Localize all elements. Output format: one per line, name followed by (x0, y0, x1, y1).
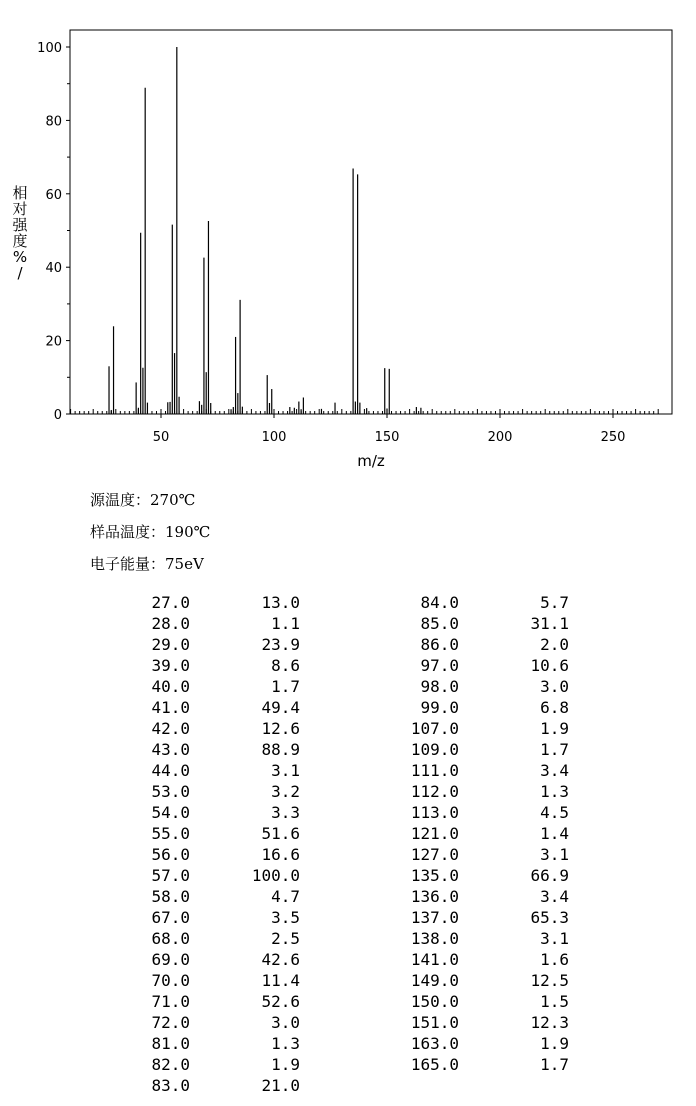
mass-spectrum-chart (0, 0, 696, 480)
peak-table-row (407, 1054, 569, 1075)
intensity-value: 1.6 (540, 950, 569, 969)
intensity-value: 1.3 (271, 1034, 300, 1053)
sample-temperature: 样品温度：190℃ (90, 523, 211, 541)
intensity-value: 12.6 (261, 719, 300, 738)
peak-table-right (407, 592, 569, 1075)
y-tick-label: 20 (45, 334, 62, 350)
intensity-value: 1.7 (540, 1055, 569, 1074)
mz-value: 43.0 (151, 740, 190, 759)
mz-value: 111.0 (410, 761, 459, 780)
intensity-value: 13.0 (261, 593, 300, 612)
peak-table-row (407, 844, 569, 865)
mz-value: 141.0 (410, 950, 459, 969)
intensity-value: 1.7 (540, 740, 569, 759)
peak-table-row (138, 1054, 300, 1075)
intensity-value: 52.6 (261, 992, 300, 1011)
intensity-value: 23.9 (261, 635, 300, 654)
peak-table-row (138, 844, 300, 865)
mz-value: 136.0 (410, 887, 459, 906)
mz-value: 67.0 (151, 908, 190, 927)
peak-table-row (138, 655, 300, 676)
intensity-value: 3.1 (271, 761, 300, 780)
mz-value: 28.0 (151, 614, 190, 633)
intensity-value: 3.1 (540, 929, 569, 948)
intensity-value: 2.5 (271, 929, 300, 948)
intensity-value: 66.9 (530, 866, 569, 885)
intensity-value: 12.3 (530, 1013, 569, 1032)
peak-bars (109, 47, 421, 414)
mz-value: 81.0 (151, 1034, 190, 1053)
peak-table-row (407, 928, 569, 949)
y-axis-title (12, 184, 28, 282)
y-axis-title-char: 度 (12, 232, 28, 250)
intensity-value: 21.0 (261, 1076, 300, 1095)
peak-table-row (138, 928, 300, 949)
y-axis-title-char: / (17, 264, 23, 282)
intensity-value: 31.1 (530, 614, 569, 633)
peak-table-row (138, 1033, 300, 1054)
intensity-value: 4.5 (540, 803, 569, 822)
intensity-value: 11.4 (261, 971, 300, 990)
mz-value: 27.0 (151, 593, 190, 612)
source-temperature: 源温度：270℃ (90, 491, 196, 509)
mz-value: 29.0 (151, 635, 190, 654)
mz-value: 135.0 (410, 866, 459, 885)
x-tick-label: 150 (374, 430, 400, 445)
mz-value: 56.0 (151, 845, 190, 864)
peak-table-row (407, 802, 569, 823)
peak-table-row (138, 739, 300, 760)
mz-value: 40.0 (151, 677, 190, 696)
intensity-value: 10.6 (530, 656, 569, 675)
peak-table-row (407, 1012, 569, 1033)
peak-table-row (138, 718, 300, 739)
mz-value: 109.0 (410, 740, 459, 759)
intensity-value: 100.0 (251, 866, 300, 885)
peak-table-row (138, 613, 300, 634)
mz-value: 113.0 (410, 803, 459, 822)
measurement-conditions (90, 484, 210, 580)
peak-table-row (138, 802, 300, 823)
peak-table-row (138, 970, 300, 991)
mz-value: 39.0 (151, 656, 190, 675)
intensity-value: 5.7 (540, 593, 569, 612)
y-tick-label: 80 (45, 114, 62, 130)
peak-table-row (138, 781, 300, 802)
peak-table-row (407, 718, 569, 739)
mz-value: 112.0 (410, 782, 459, 801)
peak-table-row (407, 592, 569, 613)
mz-value: 121.0 (410, 824, 459, 843)
mz-value: 41.0 (151, 698, 190, 717)
peak-table-row (407, 907, 569, 928)
intensity-value: 2.0 (540, 635, 569, 654)
mz-value: 97.0 (420, 656, 459, 675)
intensity-value: 3.5 (271, 908, 300, 927)
x-tick-label: 50 (152, 430, 170, 445)
peak-table-row (407, 991, 569, 1012)
mz-value: 42.0 (151, 719, 190, 738)
mz-value: 127.0 (410, 845, 459, 864)
intensity-value: 1.7 (271, 677, 300, 696)
mz-value: 149.0 (410, 971, 459, 990)
intensity-value: 3.4 (540, 887, 569, 906)
peak-table-row (407, 760, 569, 781)
mz-value: 68.0 (151, 929, 190, 948)
peak-table-row (407, 613, 569, 634)
mz-value: 71.0 (151, 992, 190, 1011)
plot-frame (70, 30, 672, 414)
x-axis-ticks (153, 414, 626, 445)
peak-table-row (407, 739, 569, 760)
peak-table-row (138, 886, 300, 907)
y-axis-title-char: 对 (12, 200, 28, 218)
mz-value: 99.0 (420, 698, 459, 717)
intensity-value: 1.4 (540, 824, 569, 843)
mz-value: 85.0 (420, 614, 459, 633)
peak-table-row (138, 592, 300, 613)
x-axis-title: m/z (357, 452, 385, 470)
mz-value: 82.0 (151, 1055, 190, 1074)
intensity-value: 12.5 (530, 971, 569, 990)
x-minor-ticks (71, 409, 659, 414)
intensity-value: 1.1 (271, 614, 300, 633)
mz-value: 70.0 (151, 971, 190, 990)
peak-table-row (407, 823, 569, 844)
peak-table-row (138, 823, 300, 844)
peak-table-row (138, 907, 300, 928)
intensity-value: 1.9 (271, 1055, 300, 1074)
mz-value: 53.0 (151, 782, 190, 801)
mz-value: 58.0 (151, 887, 190, 906)
peak-table-row (407, 655, 569, 676)
mz-value: 138.0 (410, 929, 459, 948)
y-tick-label: 40 (45, 261, 62, 277)
x-tick-label: 250 (600, 430, 626, 445)
intensity-value: 88.9 (261, 740, 300, 759)
intensity-value: 3.2 (271, 782, 300, 801)
y-axis-title-char: 强 (12, 216, 28, 234)
intensity-value: 1.3 (540, 782, 569, 801)
intensity-value: 1.5 (540, 992, 569, 1011)
peak-table-row (138, 991, 300, 1012)
intensity-value: 3.4 (540, 761, 569, 780)
intensity-value: 1.9 (540, 1034, 569, 1053)
y-tick-label: 60 (45, 187, 62, 203)
mz-value: 83.0 (151, 1076, 190, 1095)
intensity-value: 1.9 (540, 719, 569, 738)
peak-table-row (138, 676, 300, 697)
mz-value: 57.0 (151, 866, 190, 885)
electron-energy: 电子能量：75eV (90, 555, 204, 573)
intensity-value: 65.3 (530, 908, 569, 927)
intensity-value: 3.1 (540, 845, 569, 864)
peak-table-row (407, 697, 569, 718)
mz-value: 163.0 (410, 1034, 459, 1053)
mz-value: 54.0 (151, 803, 190, 822)
mz-value: 137.0 (410, 908, 459, 927)
mz-value: 55.0 (151, 824, 190, 843)
peak-table-row (407, 1033, 569, 1054)
mz-value: 107.0 (410, 719, 459, 738)
intensity-value: 4.7 (271, 887, 300, 906)
peak-table-row (138, 697, 300, 718)
y-tick-label: 100 (37, 41, 62, 56)
y-axis-title-char: 相 (12, 184, 28, 202)
peak-table-row (407, 949, 569, 970)
peak-table-row (407, 865, 569, 886)
peak-table-row (138, 760, 300, 781)
mz-value: 44.0 (151, 761, 190, 780)
peak-table-row (138, 1075, 300, 1096)
mz-value: 84.0 (420, 593, 459, 612)
intensity-value: 49.4 (261, 698, 300, 717)
mz-value: 98.0 (420, 677, 459, 696)
y-tick-label: 0 (53, 408, 62, 423)
peak-table-row (407, 886, 569, 907)
peak-table-row (138, 949, 300, 970)
intensity-value: 3.3 (271, 803, 300, 822)
intensity-value: 16.6 (261, 845, 300, 864)
mz-value: 86.0 (420, 635, 459, 654)
peak-table-row (138, 865, 300, 886)
x-tick-label: 100 (261, 430, 287, 445)
mz-value: 165.0 (410, 1055, 459, 1074)
peak-table-row (407, 970, 569, 991)
intensity-value: 3.0 (540, 677, 569, 696)
intensity-value: 51.6 (261, 824, 300, 843)
intensity-value: 8.6 (271, 656, 300, 675)
mz-value: 151.0 (410, 1013, 459, 1032)
peak-table-row (407, 781, 569, 802)
intensity-value: 42.6 (261, 950, 300, 969)
mz-value: 72.0 (151, 1013, 190, 1032)
peak-table-row (138, 1012, 300, 1033)
intensity-value: 6.8 (540, 698, 569, 717)
peak-table-row (407, 676, 569, 697)
peak-table-row (407, 634, 569, 655)
peak-table-row (138, 634, 300, 655)
mz-value: 150.0 (410, 992, 459, 1011)
y-axis-title-char: % (12, 248, 28, 266)
y-axis-ticks (37, 41, 70, 423)
peak-table-left (138, 592, 300, 1096)
x-tick-label: 200 (487, 430, 513, 445)
mz-value: 69.0 (151, 950, 190, 969)
intensity-value: 3.0 (271, 1013, 300, 1032)
